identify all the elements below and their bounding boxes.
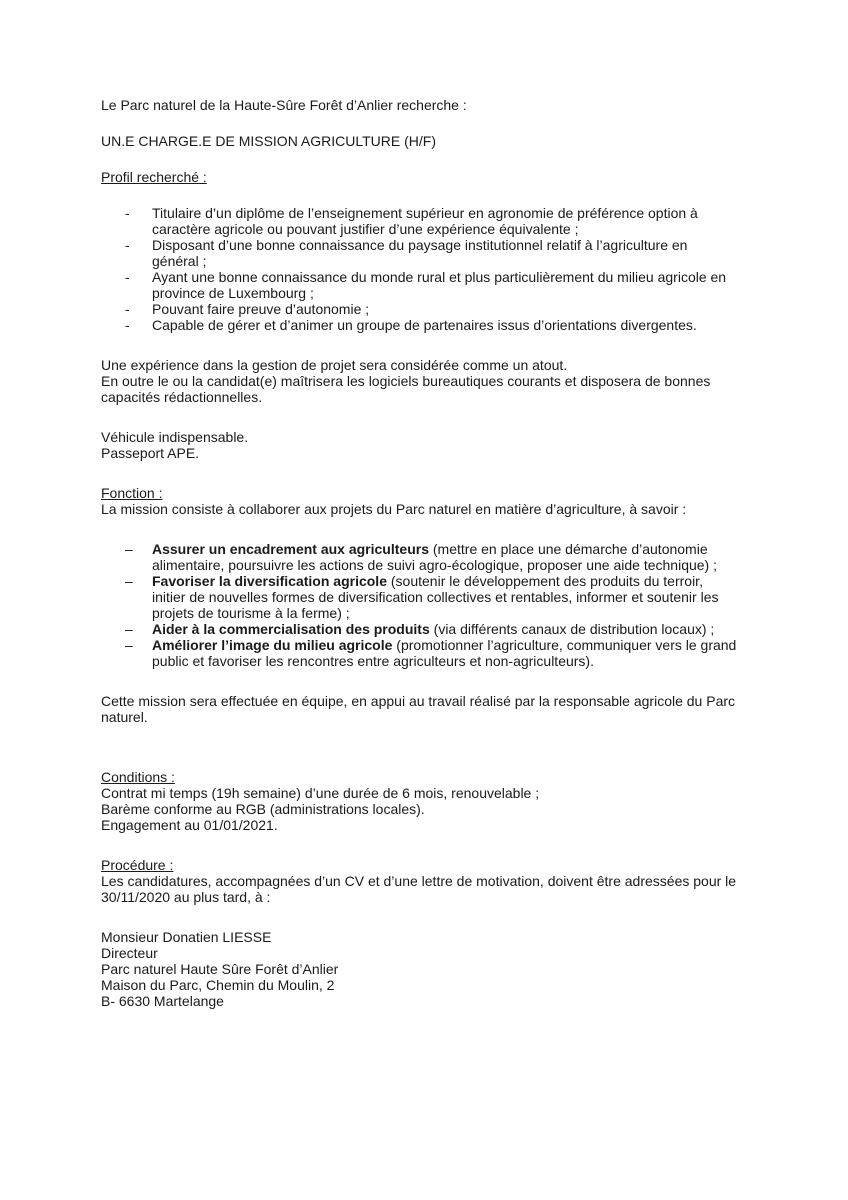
- bullet: –: [125, 541, 133, 557]
- procedure-line-2: 30/11/2020 au plus tard, à :: [101, 889, 271, 905]
- profil-list: [101, 205, 751, 333]
- address-role: Directeur: [101, 945, 158, 961]
- list-item: – Améliorer l’image du milieu agricole (promotionner l’agriculture, communiquer vers le grand public et favoriser les rencontres entre agriculteurs et non-agriculteurs).: [125, 637, 737, 669]
- document-body: [101, 97, 751, 1009]
- list-item: - Titulaire d’un diplôme de l’enseignement supérieur en agronomie de préférence option à caractère agricole ou pouvant justifier d’une expérience équivalente ;: [125, 205, 698, 237]
- list-item: – Aider à la commercialisation des produits (via différents canaux de distribution locaux) ;: [125, 621, 715, 637]
- list-item: - Ayant une bonne connaissance du monde rural et plus particulièrement du milieu agricole en province de Luxembourg ;: [125, 269, 727, 301]
- list-item: – Assurer un encadrement aux agriculteurs (mettre en place une démarche d’autonomie alimentaire, poursuivre les actions de suivi agro-écologique, proposer une aide technique) ;: [125, 541, 717, 573]
- address-org: Parc naturel Haute Sûre Forêt d’Anlier: [101, 961, 339, 977]
- bullet: –: [125, 573, 133, 589]
- experience-paragraph: Une expérience dans la gestion de projet sera considérée comme un atout. En outre le ou la candidat(e) maîtrisera les logiciels bureautiques courants et disposera de bonnes capacités rédactionnelles.: [101, 357, 711, 405]
- passport-requirement: Passeport APE.: [101, 445, 200, 461]
- procedure-heading: Procédure :: [101, 857, 174, 873]
- vehicle-requirement: Véhicule indispensable.: [101, 429, 249, 445]
- address-city: B- 6630 Martelange: [101, 993, 224, 1009]
- conditions-salary: Barème conforme au RGB (administrations locales).: [101, 801, 425, 817]
- fonction-heading: Fonction :: [101, 485, 163, 501]
- bullet: –: [125, 621, 133, 637]
- intro-line: Le Parc naturel de la Haute-Sûre Forêt d’Anlier recherche :: [101, 97, 467, 113]
- procedure-line-1: Les candidatures, accompagnées d’un CV et d’une lettre de motivation, doivent être adressées pour le: [101, 873, 737, 889]
- address-block: [101, 929, 751, 1009]
- bullet: -: [125, 317, 130, 333]
- fonction-list: [101, 541, 751, 669]
- conditions-contract: Contrat mi temps (19h semaine) d’une durée de 6 mois, renouvelable ;: [101, 785, 540, 801]
- address-name: Monsieur Donatien LIESSE: [101, 929, 272, 945]
- bullet: -: [125, 301, 130, 317]
- bullet: –: [125, 637, 133, 653]
- conditions-start: Engagement au 01/01/2021.: [101, 817, 278, 833]
- list-item: - Disposant d’une bonne connaissance du paysage institutionnel relatif à l’agriculture en général ;: [125, 237, 688, 269]
- bullet: -: [125, 237, 130, 253]
- list-item: – Favoriser la diversification agricole (soutenir le développement des produits du terroir, initier de nouvelles formes de diversification collectives et rentables, informer et soutenir les projets de tourisme à la ferme) ;: [125, 573, 719, 621]
- list-item: - Pouvant faire preuve d’autonomie ;: [125, 301, 370, 317]
- profil-heading: Profil recherché :: [101, 169, 207, 185]
- conditions-heading: Conditions :: [101, 769, 175, 785]
- bullet: -: [125, 269, 130, 285]
- closing-paragraph: Cette mission sera effectuée en équipe, en appui au travail réalisé par la responsable agricole du Parc naturel.: [101, 693, 736, 725]
- list-item: - Capable de gérer et d’animer un groupe de partenaires issus d’orientations divergentes.: [125, 317, 697, 333]
- bullet: -: [125, 205, 130, 221]
- fonction-intro: La mission consiste à collaborer aux projets du Parc naturel en matière d’agriculture, à savoir :: [101, 501, 687, 517]
- job-title: UN.E CHARGE.E DE MISSION AGRICULTURE (H/F): [101, 133, 436, 149]
- address-street: Maison du Parc, Chemin du Moulin, 2: [101, 977, 335, 993]
